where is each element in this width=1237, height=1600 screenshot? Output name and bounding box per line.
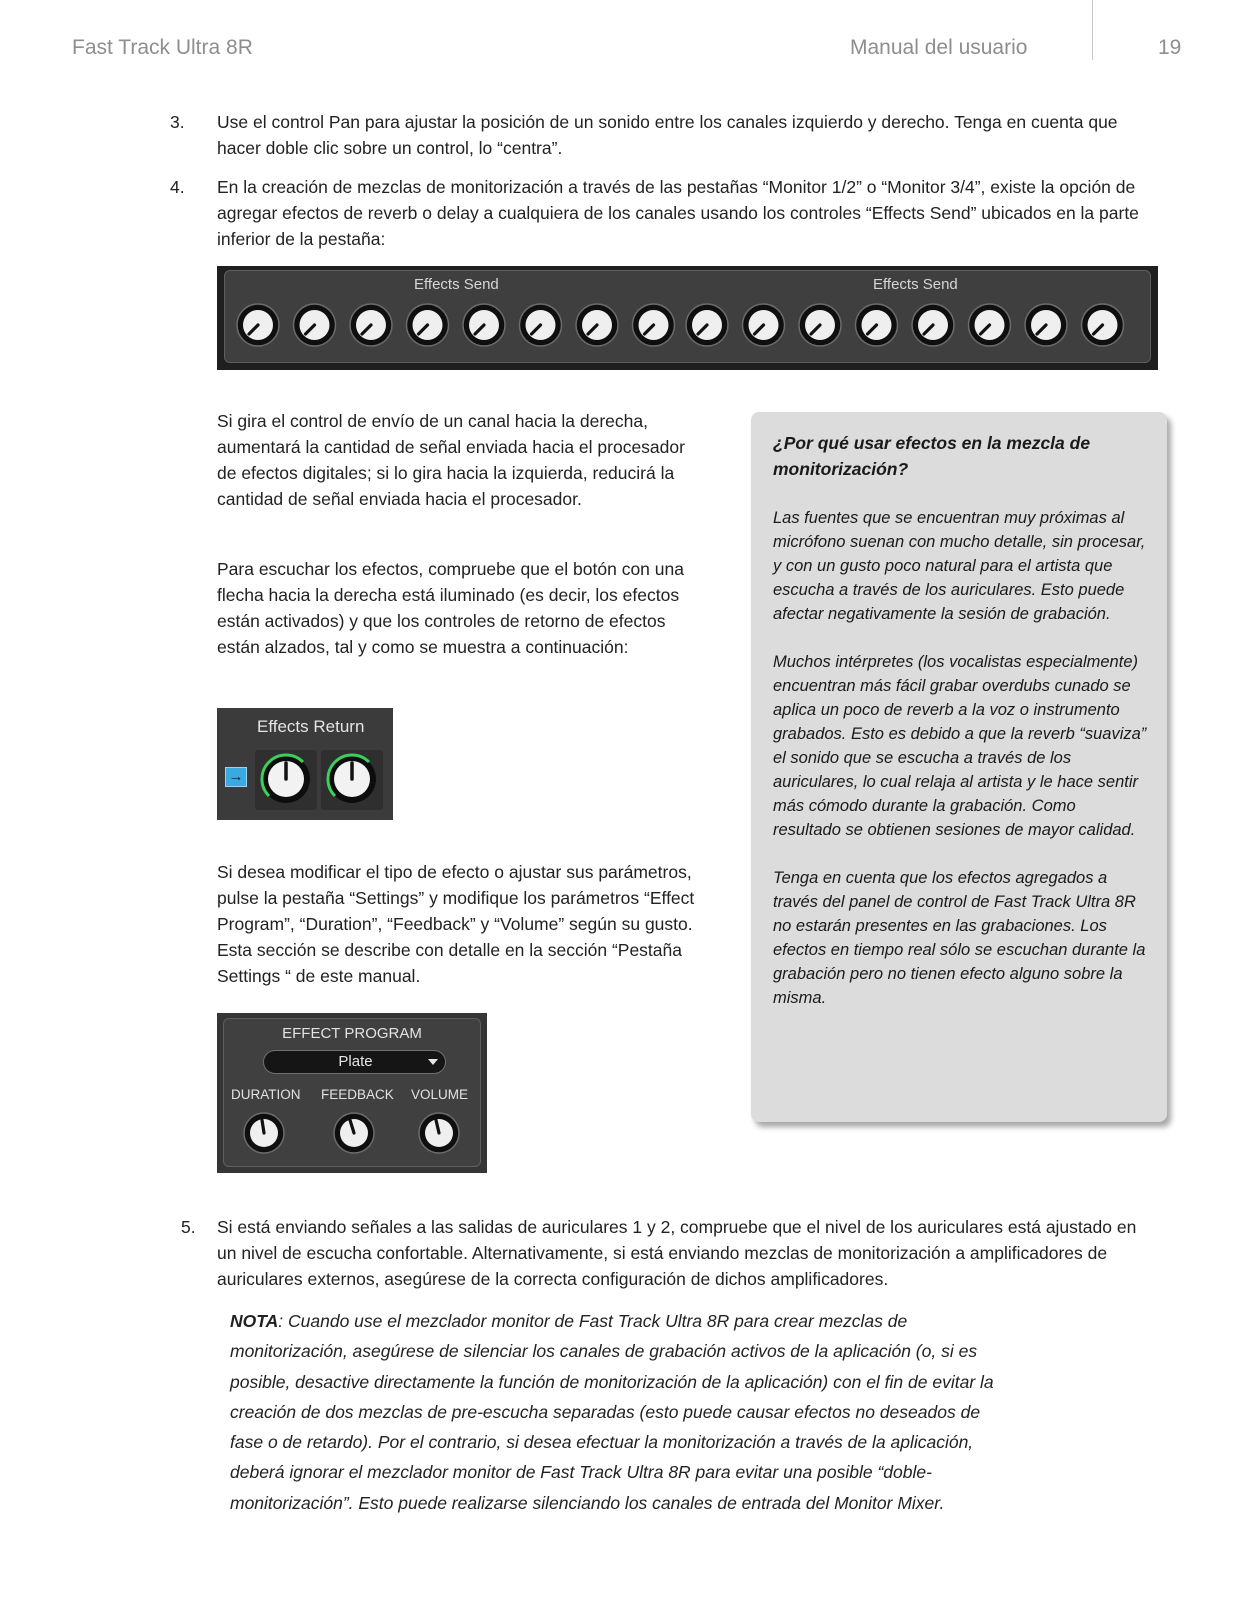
note-paragraph [230,1306,1010,1518]
effects-return-knob-2[interactable] [328,755,376,803]
effect-program-knobs [217,1013,487,1173]
step-3-number: 3. [170,112,185,132]
note-text: : Cuando use el mezclador monitor de Fast Track Ultra 8R para crear mezclas de monitorización, asegúrese de silenciar los canales de grabación activos de la aplicación (o, si es posible, desactive directamente la función de monitorización de la aplicación) con el fin de evitar la creación de dos mezclas de pre-escucha separadas (esto puede causar efectos no deseados de fase o de retardo). Por el contrario, si desea efectuar la monitorización a través de la aplicación, deberá ignorar el mezclador monitor de Fast Track Ultra 8R para evitar una posible “doble-monitorización”. Esto puede realizarse silenciando los canales de entrada del Monitor Mixer. [230,1311,994,1513]
sidebar-paragraph-1: Las fuentes que se encuentran muy próximas al micrófono suenan con mucho detalle, sin procesar, y con un gusto poco natural para el artista que escucha a través de los auriculares. Esto puede afectar negativamente la sesión de grabación. [773,509,1146,623]
right-arrow-icon[interactable]: → [225,767,247,787]
effects-send-knob-4[interactable] [407,304,449,346]
effects-send-knob-10[interactable] [743,304,785,346]
feedback-label: FEEDBACK [321,1087,394,1102]
sidebar-callout [751,412,1167,1122]
effects-send-knobs [217,266,1158,370]
sidebar-paragraph-2: Muchos intérpretes (los vocalistas especialmente) encuentran más fácil grabar overdubs cunado se aplica un poco de reverb a la voz o instrumento grabados. Esto es debido a que la reverb “suaviza” el sonido que se escucha a través de los auriculares, lo cual relaja al artista y le hace sentir más cómodo durante la grabación. Como resultado se obtienen sesiones de mayor calidad. [773,653,1147,839]
step-4-number: 4. [170,177,185,197]
effects-send-knob-15[interactable] [1025,304,1067,346]
effects-send-knob-16[interactable] [1082,304,1124,346]
feedback-knob[interactable] [334,1113,374,1153]
step-5-number: 5. [181,1217,196,1237]
paragraph-listen-effects: Para escuchar los efectos, compruebe que el botón con una flecha hacia la derecha está iluminado (es decir, los efectos están activados) y que los controles de retorno de efectos están alzados, tal y como se muestra a continuación: [217,559,684,657]
step-3 [170,109,1150,161]
duration-label: DURATION [231,1087,301,1102]
effects-send-knob-5[interactable] [463,304,505,346]
volume-label: VOLUME [411,1087,469,1102]
effects-send-knob-12[interactable] [856,304,898,346]
step-5-text: Si está enviando señales a las salidas de auriculares 1 y 2, compruebe que el nivel de los auriculares está ajustado en un nivel de escucha confortable. Alternativamente, si está enviando mezclas de monitorización a amplificadores de auriculares externos, asegúrese de la correcta configuración de dichos amplificadores. [217,1217,1137,1289]
effects-return-knobs [217,708,393,820]
effects-send-knob-2[interactable] [294,304,336,346]
effects-send-label-left: Effects Send [414,276,499,293]
paragraph-modify-effect: Si desea modificar el tipo de efecto o ajustar sus parámetros, pulse la pestaña “Settings” y modifique los parámetros “Effect Program”, “Duration”, “Feedback” y “Volume” según su gusto. Esta sección se describe con detalle en la sección “Pestaña Settings “ de este manual. [217,862,695,986]
effects-send-knob-6[interactable] [520,304,562,346]
effect-program-panel [217,1013,487,1173]
sidebar-paragraph-3: Tenga en cuenta que los efectos agregados a través del panel de control de Fast Track Ultra 8R no estarán presentes en las grabaciones. Los efectos en tiempo real sólo se escuchan durante la grabación pero no tienen efecto alguno sobre la misma. [773,869,1146,1007]
effects-return-label: Effects Return [257,717,365,736]
effects-send-knob-13[interactable] [912,304,954,346]
effects-send-knob-3[interactable] [350,304,392,346]
effects-send-label-right: Effects Send [873,276,958,293]
effect-program-title: EFFECT PROGRAM [282,1025,422,1042]
effects-return-panel [217,708,393,820]
effect-program-value: Plate [338,1053,373,1070]
effects-send-knob-7[interactable] [576,304,618,346]
paragraph-send-explanation: Si gira el control de envío de un canal hacia la derecha, aumentará la cantidad de señal enviada hacia el procesador de efectos digitales; si lo gira hacia la izquierda, reducirá la cantidad de señal enviada hacia el procesador. [217,411,685,509]
effects-send-panel [217,266,1158,370]
step-3-text: Use el control Pan para ajustar la posición de un sonido entre los canales izquierdo y derecho. Tenga en cuenta que hacer doble clic sobre un control, lo “centra”. [217,112,1118,158]
volume-knob[interactable] [419,1113,459,1153]
effects-send-knob-9[interactable] [686,304,728,346]
effects-send-knob-8[interactable] [633,304,675,346]
effects-send-knob-11[interactable] [799,304,841,346]
header-divider [1092,0,1093,60]
note-label: NOTA [230,1311,279,1331]
effects-send-knob-1[interactable] [237,304,279,346]
effects-send-knob-14[interactable] [969,304,1011,346]
step-4-text: En la creación de mezclas de monitorización a través de las pestañas “Monitor 1/2” o “Monitor 3/4”, existe la opción de agregar efectos de reverb o delay a cualquiera de los canales usando los controles “Effects Send” ubicados en la parte inferior de la pestaña: [217,177,1139,249]
duration-knob[interactable] [244,1113,284,1153]
header-section: Manual del usuario [850,36,1028,59]
page-number: 19 [1158,36,1182,59]
step-5 [170,1214,1150,1292]
header-product: Fast Track Ultra 8R [72,36,253,59]
effects-return-knob-1[interactable] [262,755,310,803]
sidebar-title: ¿Por qué usar efectos en la mezcla de monitorización? [773,433,1091,479]
step-4 [170,174,1150,252]
